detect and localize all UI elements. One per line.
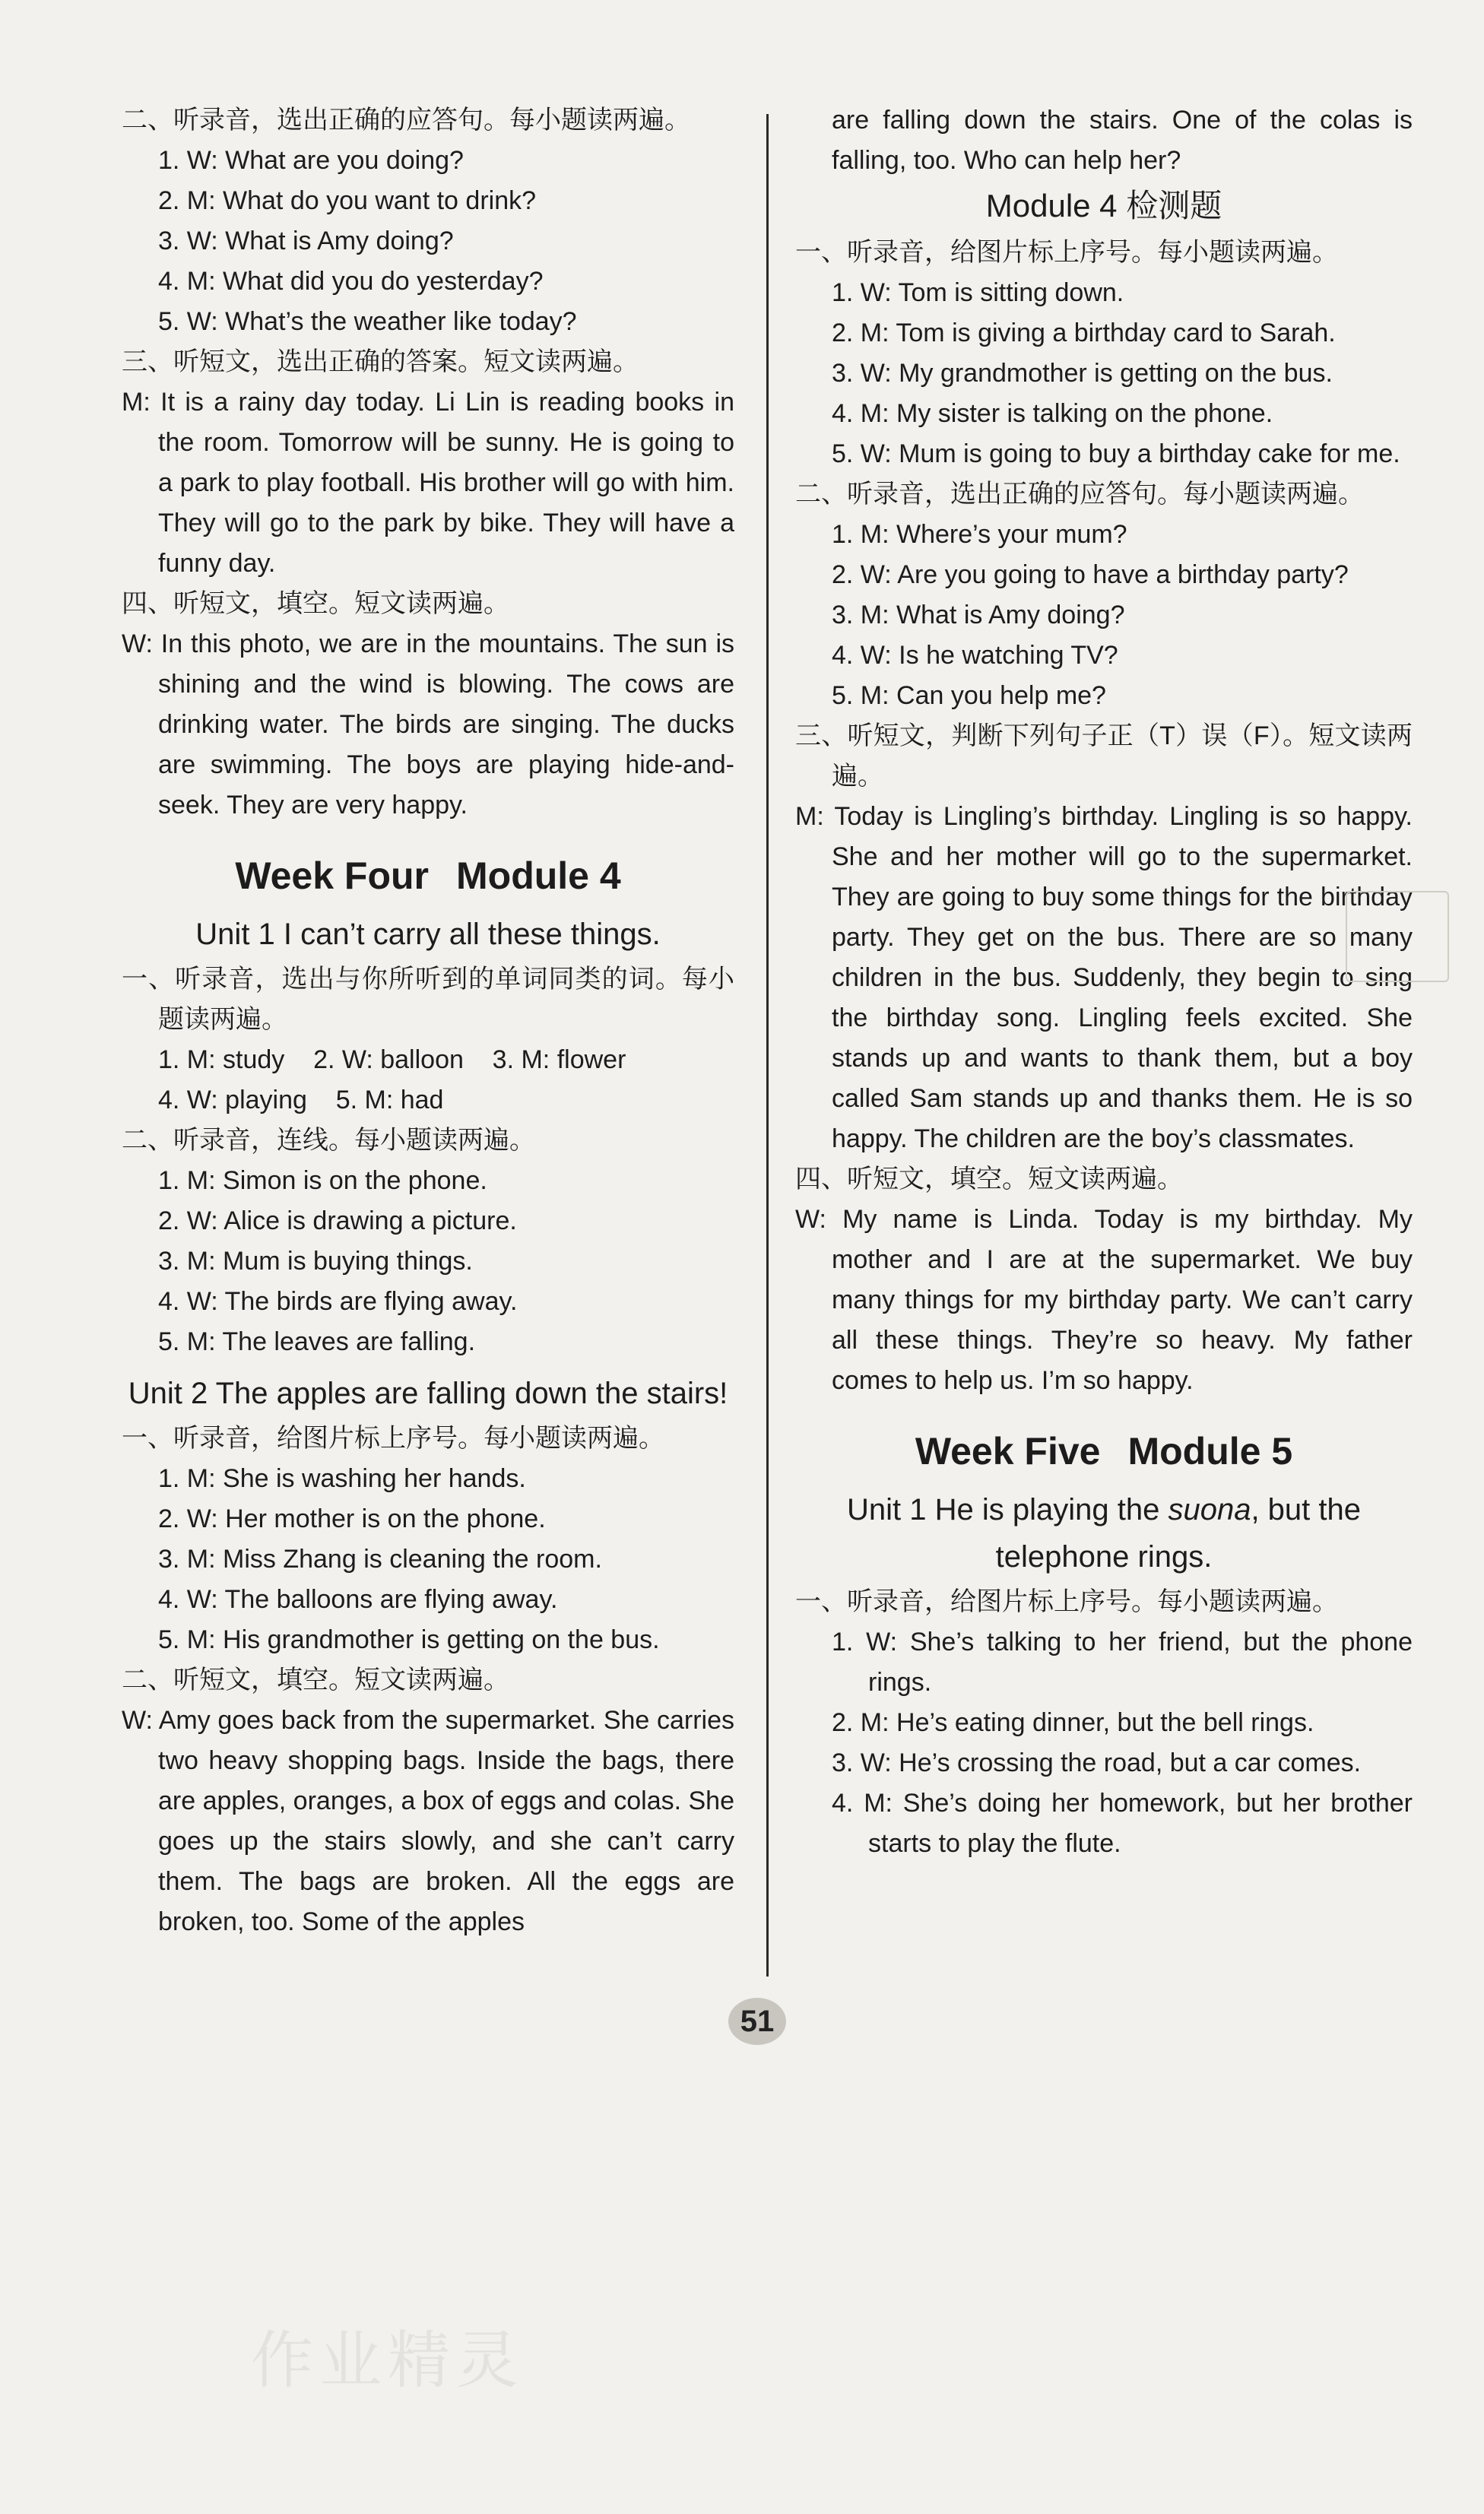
list-item: 1. M: Where’s your mum?	[832, 520, 1127, 549]
unit-title-part: , but the telephone rings.	[995, 1493, 1361, 1574]
list-item: 1. W: What are you doing?	[158, 146, 464, 175]
list-item: 4. W: The birds are flying away.	[158, 1287, 518, 1316]
list-item: 1. M: Simon is on the phone.	[158, 1166, 487, 1195]
week-label: Week Four	[235, 854, 429, 897]
passage-continued: are falling down the stairs. One of the colas is falling, too. Who can help her?	[832, 106, 1413, 175]
passage: W: In this photo, we are in the mountains. The sun is shining and the wind is blowing. The cows are drinking water. The birds are singing. The ducks are swimming. The boys are playing hide-and-seek. They are very happy.	[122, 629, 734, 820]
passage: W: Amy goes back from the supermarket. She carries two heavy shopping bags. Inside the bags, there are apples, oranges, a box of eggs and colas. She goes up the stairs slowly, and she can’t carry them. The bags are broken. All the eggs are broken, too. Some of the apples	[122, 1706, 734, 1936]
list-item: 3. W: My grandmother is getting on the bus.	[832, 359, 1333, 388]
section-title: 三、听短文，判断下列句子正（T）误（F）。短文读两遍。	[795, 721, 1413, 791]
section-title: 二、听录音，选出正确的应答句。每小题读两遍。	[795, 480, 1364, 509]
list-item: 3. M: Mum is buying things.	[158, 1247, 473, 1276]
page-number: 51	[728, 1998, 786, 2045]
list-item: 1. W: She’s talking to her friend, but the phone rings.	[832, 1628, 1413, 1697]
list-item: 4. W: The balloons are flying away.	[158, 1585, 558, 1614]
section-title: 三、听短文，选出正确的答案。短文读两遍。	[122, 347, 639, 376]
list-item: 1. W: Tom is sitting down.	[832, 278, 1124, 307]
list-item: 1. M: She is washing her hands.	[158, 1464, 526, 1493]
section-title: 四、听短文，填空。短文读两遍。	[122, 589, 509, 618]
list-item: 3. W: What is Amy doing?	[158, 227, 454, 255]
section-title: 一、听录音，选出与你所听到的单词同类的词。每小题读两遍。	[122, 965, 734, 1034]
week-label: Week Five	[915, 1430, 1101, 1473]
week-heading	[795, 1427, 1413, 1476]
list-item: 4. M: What did you do yesterday?	[158, 267, 544, 296]
list-item: 5. M: Can you help me?	[832, 681, 1106, 710]
unit-heading: Unit 2 The apples are falling down the stairs!	[128, 1377, 728, 1410]
list-item: 5. M: The leaves are falling.	[158, 1327, 476, 1356]
unit-heading: Unit 1 I can’t carry all these things.	[195, 918, 661, 951]
list-item: 1. M: study 2. W: balloon 3. M: flower	[158, 1045, 626, 1074]
column-divider	[766, 114, 769, 1977]
left-column	[122, 100, 734, 1942]
list-item: 4. M: She’s doing her homework, but her brother starts to play the flute.	[832, 1789, 1413, 1858]
watermark: 作业精灵	[251, 2325, 525, 2397]
section-title: 二、听短文，填空。短文读两遍。	[122, 1666, 509, 1694]
list-item: 2. W: Alice is drawing a picture.	[158, 1206, 517, 1235]
passage: M: It is a rainy day today. Li Lin is reading books in the room. Tomorrow will be sunny. He is going to a park to play football. His brother will go with him. They will go to the park by bike. They will have a funny day.	[122, 388, 734, 578]
section-title: 四、听短文，填空。短文读两遍。	[795, 1165, 1183, 1194]
passage: M: Today is Lingling’s birthday. Lingling is so happy. She and her mother will go to the supermarket. They are going to buy some things for the birthday party. They get on the bus. There are so many children in the bus. Suddenly, they begin to sing the birthday song. Lingling feels excited. She stands up and wants to thank them, but a boy called Sam stands up and thanks them. He is so happy. The children are the boy’s classmates.	[795, 802, 1413, 1153]
unit-title-part: Unit 1 He is playing the	[847, 1493, 1168, 1526]
unit-heading	[795, 1486, 1413, 1580]
list-item: 2. W: Are you going to have a birthday party?	[832, 560, 1349, 589]
section-title: 一、听录音，给图片标上序号。每小题读两遍。	[122, 1424, 664, 1453]
unit-title-italic: suona	[1168, 1493, 1251, 1526]
passage: W: My name is Linda. Today is my birthday. My mother and I are at the supermarket. We buy many things for my birthday party. We can’t carry all these things. They’re so heavy. My father comes to help us. I’m so happy.	[795, 1205, 1413, 1395]
test-heading: Module 4 检测题	[985, 188, 1222, 224]
list-item: 4. W: Is he watching TV?	[832, 641, 1118, 670]
week-heading	[122, 851, 734, 900]
list-item: 2. M: He’s eating dinner, but the bell rings.	[832, 1708, 1314, 1737]
list-item: 3. M: Miss Zhang is cleaning the room.	[158, 1545, 602, 1574]
list-item: 2. M: Tom is giving a birthday card to Sarah.	[832, 319, 1336, 347]
module-label: Module 4	[456, 854, 621, 897]
list-item: 2. M: What do you want to drink?	[158, 186, 537, 215]
list-item: 5. W: Mum is going to buy a birthday cake for me.	[832, 439, 1400, 468]
list-item: 3. M: What is Amy doing?	[832, 601, 1125, 629]
list-item: 4. W: playing 5. M: had	[158, 1086, 444, 1114]
list-item: 2. W: Her mother is on the phone.	[158, 1504, 546, 1533]
module-label: Module 5	[1127, 1430, 1293, 1473]
list-item: 5. W: What’s the weather like today?	[158, 307, 577, 336]
stamp-icon	[1346, 891, 1449, 982]
list-item: 4. M: My sister is talking on the phone.	[832, 399, 1273, 428]
list-item: 3. W: He’s crossing the road, but a car comes.	[832, 1748, 1362, 1777]
right-column	[795, 100, 1413, 1864]
section-title: 二、听录音，连线。每小题读两遍。	[122, 1126, 535, 1155]
section-title: 一、听录音，给图片标上序号。每小题读两遍。	[795, 238, 1338, 267]
section-title: 二、听录音，选出正确的应答句。每小题读两遍。	[122, 106, 690, 135]
list-item: 5. M: His grandmother is getting on the bus.	[158, 1625, 660, 1654]
section-title: 一、听录音，给图片标上序号。每小题读两遍。	[795, 1587, 1338, 1616]
